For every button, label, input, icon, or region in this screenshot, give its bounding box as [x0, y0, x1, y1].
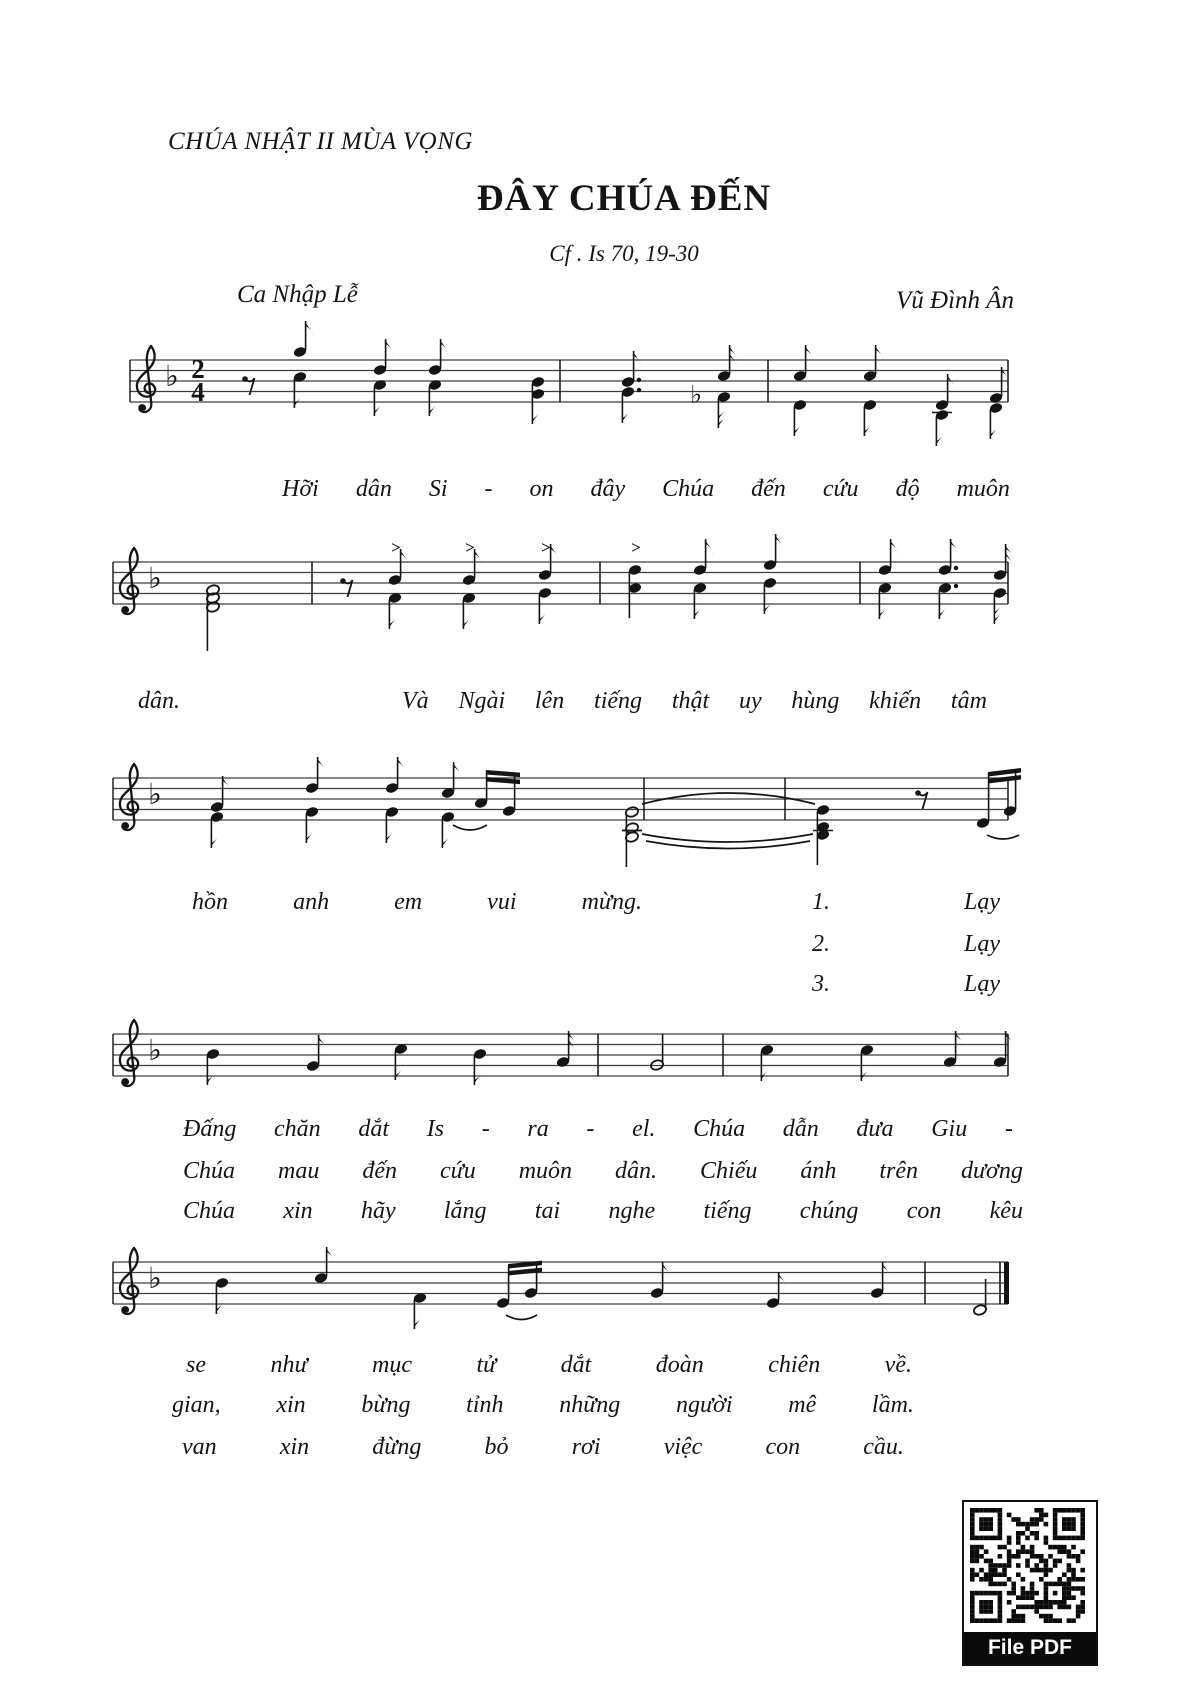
lyric-word: vui [487, 889, 517, 915]
verse-3-line-a [183, 1198, 1023, 1225]
lyric-word: uy [738, 688, 762, 714]
lyric-word: Chúa [183, 1158, 236, 1184]
lyric-word: muôn [956, 476, 1010, 502]
svg-text:>: > [541, 538, 551, 557]
lyric-word: cứu [822, 476, 859, 502]
lyric-word: Chúa [662, 476, 715, 502]
lyrics-line-2-pickup: dân. [138, 688, 180, 714]
svg-text:>: > [391, 538, 401, 557]
lyric-word: chăn [274, 1116, 321, 1142]
lyric-word: những [559, 1392, 621, 1418]
lyric-word: on [529, 476, 554, 502]
lyric-word: khiến [869, 688, 922, 714]
lyric-word: đây [590, 476, 626, 502]
lyric-word: như [270, 1352, 308, 1378]
lyric-word: Chúa [183, 1198, 236, 1224]
lyric-word: Và [402, 688, 429, 714]
lyric-word: mê [788, 1392, 817, 1418]
lyric-word: về. [884, 1352, 912, 1378]
lyrics-line-1 [282, 476, 1010, 503]
lyric-word: bừng [361, 1392, 411, 1418]
verse-2-line-a [183, 1158, 1023, 1185]
lyric-word: anh [293, 889, 330, 915]
lyric-word: muôn [518, 1158, 573, 1184]
flat-sign-icon: ♭ [690, 380, 702, 409]
flat-sign-icon: ♭ [148, 1261, 162, 1295]
lyric-word: Ngài [458, 688, 506, 714]
qr-code [964, 1502, 1096, 1632]
lyric-word: trên [879, 1158, 918, 1184]
lyric-word: đừng [372, 1434, 422, 1460]
lyric-word: việc [663, 1434, 703, 1460]
verse-1-line-a [183, 1116, 1013, 1143]
lyric-word: xin [279, 1434, 310, 1460]
lyric-word: cầu. [863, 1434, 904, 1460]
flat-sign-icon: ♭ [148, 777, 162, 811]
qr-label: File PDF [964, 1632, 1096, 1664]
lyric-word: mừng. [581, 889, 642, 915]
lyric-word: cứu [439, 1158, 476, 1184]
lyric-word: đến [751, 476, 786, 502]
lyric-word: độ [895, 476, 920, 502]
lyric-word: người [675, 1392, 733, 1418]
lyric-word: lắng [443, 1198, 487, 1224]
lyric-word: Chúa [693, 1116, 746, 1142]
lyric-word: van [182, 1434, 217, 1460]
lyric-word: con [906, 1198, 942, 1224]
flat-sign-icon: ♭ [165, 359, 179, 393]
lyric-word: dắt [358, 1116, 390, 1142]
lyric-word: nghe [608, 1198, 656, 1224]
lyric-word: đến [362, 1158, 397, 1184]
svg-text:>: > [465, 538, 475, 557]
staff-system-1 [115, 275, 1023, 490]
lyric-word: lầm. [871, 1392, 914, 1418]
lyric-word: rơi [571, 1434, 601, 1460]
lyric-word: Giu [931, 1116, 968, 1142]
lyric-word: hãy [360, 1198, 396, 1224]
lyrics-line-3 [192, 889, 642, 916]
lyric-word: lên [534, 688, 565, 714]
song-title: ĐÂY CHÚA ĐẾN [476, 178, 772, 219]
lyric-word: Hỡi [282, 476, 319, 502]
time-signature-bottom: 4 [191, 377, 205, 407]
lyric-word: Is [426, 1116, 445, 1142]
lyric-word: tiếng [703, 1198, 752, 1224]
scripture-reference: Cf . Is 70, 19-30 [549, 241, 699, 266]
lyric-word: dân. [615, 1158, 658, 1184]
lyric-word: xin [283, 1198, 313, 1224]
lyric-word: dương [960, 1158, 1023, 1184]
lyric-word: - [484, 476, 493, 502]
staff-system-2 [98, 477, 1023, 692]
lyric-word: xin [276, 1392, 306, 1418]
svg-text:>: > [631, 538, 641, 557]
lyric-word: đưa [856, 1116, 894, 1142]
lyric-word: Si [428, 476, 448, 502]
verse-number: 1. [812, 889, 830, 915]
verse-first-word: Lạy [964, 931, 1000, 957]
lyric-word: - [1004, 1116, 1013, 1142]
staff-system-3 [98, 693, 1023, 908]
lyric-word: dẫn [782, 1116, 819, 1142]
lyric-word: hùng [791, 688, 840, 714]
lyric-word: em [394, 889, 423, 915]
lyric-word: thật [671, 688, 710, 714]
flat-sign-icon: ♭ [148, 1033, 162, 1067]
verse-first-word: Lạy [964, 971, 1000, 997]
lyric-word: đoàn [655, 1352, 704, 1378]
flat-sign-icon: ♭ [148, 561, 162, 595]
lyric-word: Chiếu [700, 1158, 758, 1184]
qr-block [962, 1500, 1098, 1666]
lyric-word: chúng [799, 1198, 859, 1224]
song-category: Ca Nhập Lễ [237, 281, 358, 308]
verse-first-word: Lạy [964, 889, 1000, 915]
lyric-word: ánh [800, 1158, 837, 1184]
verse-number: 3. [812, 971, 830, 997]
lyric-word: bỏ [484, 1434, 509, 1460]
lyric-word: tai [534, 1198, 561, 1224]
composer-name: Vũ Đình Ân [896, 287, 1015, 314]
lyric-word: tử [476, 1352, 497, 1378]
lyric-word: mục [372, 1352, 412, 1378]
lyric-word: Đấng [183, 1116, 237, 1142]
verse-2-line-b [172, 1392, 914, 1419]
lyrics-line-2 [402, 688, 987, 715]
lyric-word: mau [278, 1158, 320, 1184]
lyric-word: tỉnh [466, 1392, 504, 1418]
lyric-word: gian, [172, 1392, 221, 1418]
lyric-word: se [186, 1352, 206, 1378]
lyric-word: kêu [989, 1198, 1023, 1224]
lyric-word: chiên [768, 1352, 821, 1378]
lyric-word: tâm [950, 688, 987, 714]
verse-number: 2. [812, 931, 830, 957]
lyric-word: con [765, 1434, 801, 1460]
lyric-word: hồn [192, 889, 228, 915]
lyric-word: tiếng [594, 688, 643, 714]
liturgical-heading: CHÚA NHẬT II MÙA VỌNG [168, 128, 473, 155]
verse-3-line-b [182, 1434, 904, 1461]
lyric-word: dân [355, 476, 392, 502]
lyric-word: dắt [560, 1352, 592, 1378]
verse-1-line-b [186, 1352, 912, 1379]
lyric-word: - [481, 1116, 490, 1142]
lyric-word: - [586, 1116, 595, 1142]
time-signature-top: 2 [191, 354, 205, 384]
lyric-word: ra [527, 1116, 549, 1142]
lyric-word: el. [632, 1116, 656, 1142]
